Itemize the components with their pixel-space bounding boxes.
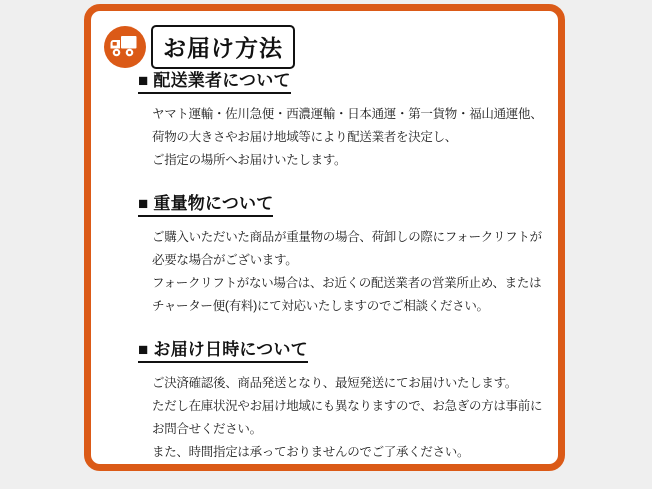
section-delivery-date — [138, 335, 548, 464]
section-shipping-carriers — [138, 66, 548, 172]
section-heavy-items — [138, 189, 548, 318]
text-line: お問合せください。 — [152, 422, 262, 436]
text-line: ご購入いただいた商品が重量物の場合、荷卸しの際にフォークリフトが — [152, 230, 542, 244]
text-line: チャーター便(有料)にて対応いたしますのでご相談ください。 — [152, 299, 489, 313]
text-line: ヤマト運輸・佐川急便・西濃運輸・日本通運・第一貨物・福山通運他、 — [152, 107, 543, 121]
delivery-info-panel — [84, 4, 565, 471]
section-heading: ■ 重量物について — [138, 189, 273, 217]
text-line: ご指定の場所へお届けいたします。 — [152, 153, 347, 167]
truck-icon — [104, 26, 146, 68]
sections-container — [138, 66, 548, 481]
page-title: お届け方法 — [151, 25, 295, 69]
section-body — [152, 372, 548, 464]
text-line: ただし在庫状況やお届け地域にも異なりますので、お急ぎの方は事前に — [152, 399, 543, 413]
section-heading: ■ 配送業者について — [138, 66, 291, 94]
section-heading: ■ お届け日時について — [138, 335, 308, 363]
panel-content — [91, 11, 558, 464]
text-line: ご決済確認後、商品発送となり、最短発送にてお届けいたします。 — [152, 376, 518, 390]
text-line: フォークリフトがない場合は、お近くの配送業者の営業所止め、または — [152, 276, 542, 290]
text-line: 荷物の大きさやお届け地域等により配送業者を決定し、 — [152, 130, 458, 144]
section-body — [152, 103, 548, 172]
text-line: また、時間指定は承っておりませんのでご了承ください。 — [152, 445, 470, 459]
section-body — [152, 226, 548, 318]
text-line: 必要な場合がございます。 — [152, 253, 298, 267]
